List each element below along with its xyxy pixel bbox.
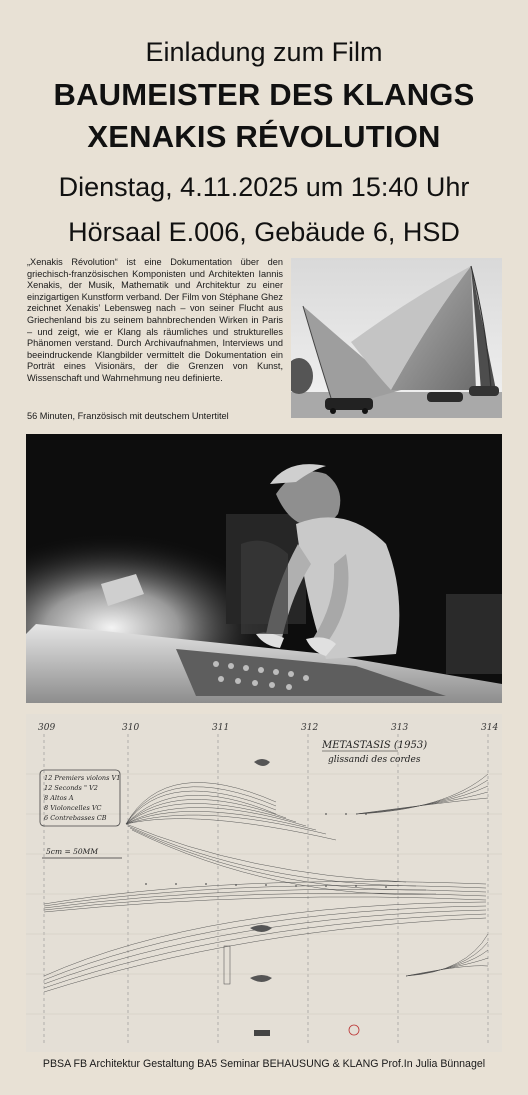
score-bar-label: 309 xyxy=(38,723,56,733)
invitation-line: Einladung zum Film xyxy=(145,37,383,67)
film-description: „Xenakis Révolution“ ist eine Dokumentation über den griechisch-französischen Komponisten und Architekten Iannis Xenakis, der Musik, Mathematik und Architektur zu einer einzigartigen Kunstform verband. Der Film von Stéphane Ghez zeichnet Xenakis’ Lebensweg nach – von seiner Flucht aus Griechenland bis zu seinem bahnbrechenden Wirken in Paris – und zeigt, wie er Klang als räumliches und strukturelles Phänomen verstand. Durch Archivaufnahmen, Interviews und beeindruckende Klangbilder vermittelt die Dokumentation ein Porträt eines Visionärs, der die Grenzen von Kunst, Wissenschaft und Wahrnehmung neu definierte. xyxy=(27,257,283,383)
score-bar-label: 311 xyxy=(212,723,230,733)
score-legend-item: 8 Altos A xyxy=(44,794,74,802)
score-subtitle: glissandi des cordes xyxy=(328,755,421,765)
score-legend-item: 8 Violoncelles VC xyxy=(44,804,102,812)
footer-credits: PBSA FB Architektur Gestaltung BA5 Seminar BEHAUSUNG & KLANG Prof.In Julia Bünnagel xyxy=(42,1058,486,1070)
score-legend-item: 12 Seconds " V2 xyxy=(44,784,98,792)
film-title-line-1: BAUMEISTER DES KLANGS xyxy=(53,77,475,112)
philips-pavilion-photo xyxy=(291,258,502,418)
date-time: Dienstag, 4.11.2025 um 15:40 Uhr xyxy=(58,172,470,202)
score-bar-label: 312 xyxy=(301,723,319,733)
score-scale: 5cm = 50MM xyxy=(46,847,99,856)
score-title: METASTASIS (1953) xyxy=(322,740,428,751)
film-title-line-2: XENAKIS RÉVOLUTION xyxy=(87,119,441,154)
score-bar-label: 314 xyxy=(481,723,499,733)
score-legend-item: 12 Premiers violons V1 xyxy=(44,774,121,782)
xenakis-studio-photo xyxy=(26,434,502,703)
film-meta: 56 Minuten, Französisch mit deutschem Untertitel xyxy=(27,411,229,421)
location: Hörsaal E.006, Gebäude 6, HSD xyxy=(68,217,460,247)
score-bar-label: 310 xyxy=(122,723,140,733)
score-bar-label: 313 xyxy=(391,723,409,733)
metastasis-score-image xyxy=(26,714,502,1052)
score-legend-item: 6 Contrebasses CB xyxy=(44,814,107,822)
